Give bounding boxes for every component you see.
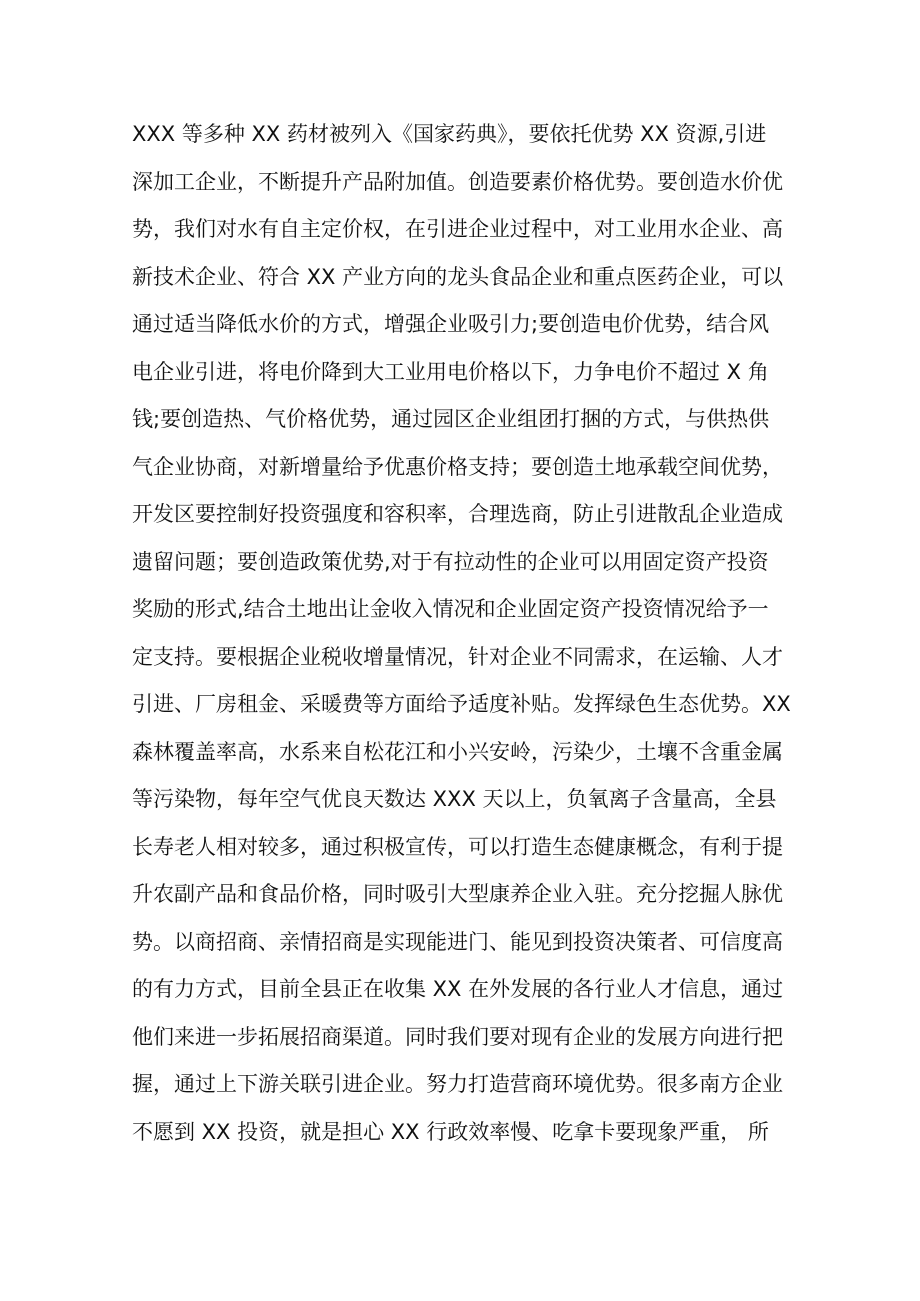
text-line: 通过适当降低水价的方式，增强企业吸引力;要创造电价优势，结合风 [132,312,770,336]
text-line: 势。以商招商、亲情招商是实现能进门、能见到投资决策者、可信度高 [132,929,783,954]
text-line: 握，通过上下游关联引进企业。努力打造营商环境优势。很多南方企业 [132,1072,783,1096]
text-line: 新技术企业、符合 XX 产业方向的龙头食品企业和重点医药企业，可以 [132,264,784,289]
text-line: 深加工企业，不断提升产品附加值。创造要素价格优势。要创造水价优 [132,169,783,194]
text-line: 遗留问题；要创造政策优势,对于有拉动性的企业可以用固定资产投资 [132,549,769,574]
text-line: XXX 等多种 XX 药材被列入《国家药典》，要依托优势 XX 资源,引进 [132,122,767,146]
text-line: 定支持。要根据企业税收增量情况，针对企业不同需求，在运输、人才 [132,644,783,669]
text-line: 森林覆盖率高，水系来自松花江和小兴安岭，污染少，土壤不含重金属 [132,739,783,764]
text-line: 升农副产品和食品价格，同时吸引大型康养企业入驻。充分挖掘人脉优 [132,882,783,906]
text-line: 气企业协商，对新增量给予优惠价格支持；要创造土地承载空间优势， [132,454,783,479]
text-line: 开发区要控制好投资强度和容积率，合理选商，防止引进散乱企业造成 [132,502,783,526]
text-line: 引进、厂房租金、采暖费等方面给予适度补贴。发挥绿色生态优势。XX [132,692,791,716]
text-line: 的有力方式，目前全县正在收集 XX 在外发展的各行业人才信息，通过 [132,977,784,1001]
text-line: 长寿老人相对较多，通过积极宣传，可以打造生态健康概念，有利于提 [132,834,783,859]
text-line: 电企业引进，将电价降到大工业用电价格以下，力争电价不超过 X 角 [132,359,769,384]
text-line: 奖励的形式,结合土地出让金收入情况和企业固定资产投资情况给予一 [132,597,769,621]
text-line: 不愿到 XX 投资，就是担心 XX 行政效率慢、吃拿卡要现象严重， 所 [132,1119,769,1144]
document-body [132,111,800,1156]
text-line: 他们来进一步拓展招商渠道。同时我们要对现有企业的发展方向进行把 [132,1024,783,1049]
text-line: 势，我们对水有自主定价权，在引进企业过程中，对工业用水企业、高 [132,217,783,241]
text-line: 钱;要创造热、气价格优势，通过园区企业组团打捆的方式，与供热供 [132,407,770,431]
text-line: 等污染物，每年空气优良天数达 XXX 天以上，负氧离子含量高，全县 [132,787,777,811]
